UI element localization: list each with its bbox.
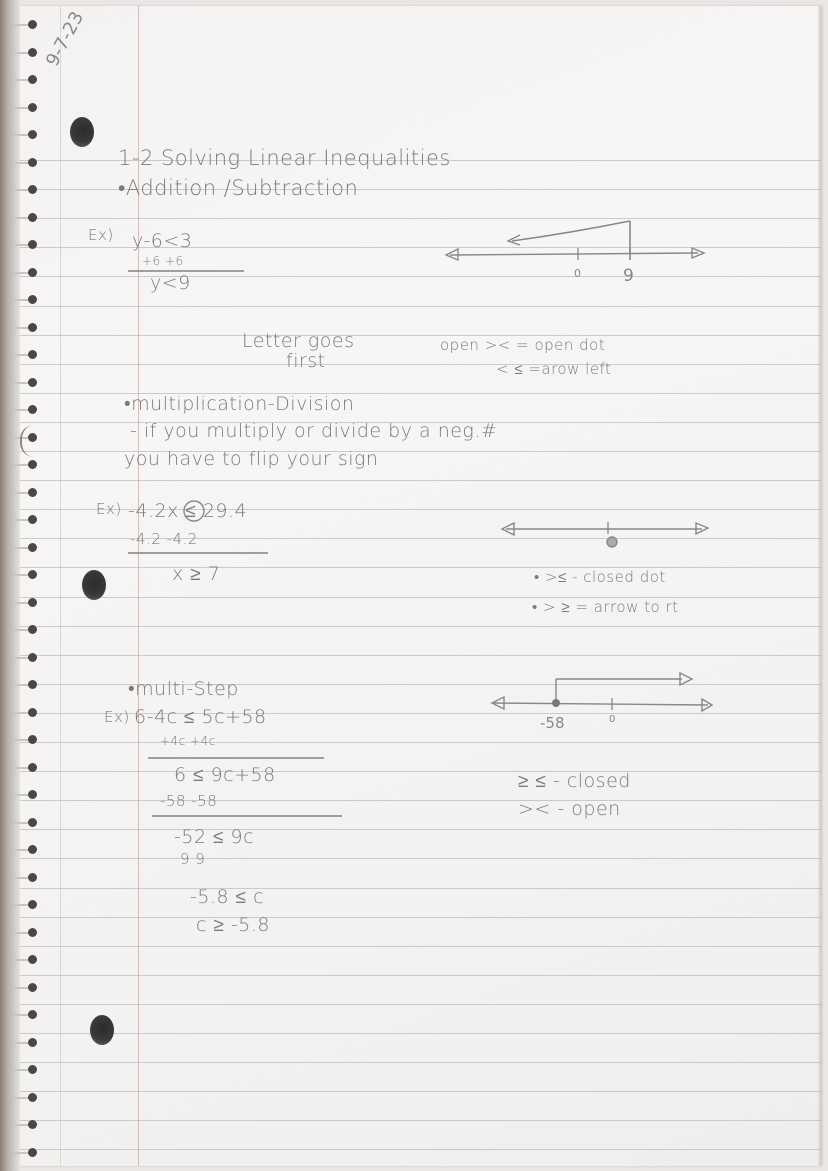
rule-line <box>18 771 822 772</box>
rule-text: you have to flip your sign <box>124 448 379 470</box>
equation-step: 6-4c ≤ 5c+58 <box>134 706 267 728</box>
note-letter-goes: Letter goes <box>242 330 355 352</box>
spiral-coil <box>14 598 36 608</box>
spiral-coil <box>14 158 36 168</box>
equation-step: -52 ≤ 9c <box>174 826 255 848</box>
spiral-coil <box>14 955 36 965</box>
spiral-coil <box>14 48 36 58</box>
example-label: Ex) <box>96 500 122 518</box>
svg-text:0: 0 <box>574 267 581 280</box>
rule-line <box>18 829 822 830</box>
spiral-coil <box>14 790 36 800</box>
spiral-coil <box>14 1065 36 1075</box>
section-heading-multiplication: •multiplication-Division <box>124 393 355 415</box>
work-divider <box>152 815 342 817</box>
example-label: Ex) <box>104 708 130 726</box>
rule-line <box>18 306 822 307</box>
equation-step: +6 +6 <box>142 254 184 268</box>
rule-line <box>18 1120 822 1121</box>
spiral-coil <box>14 350 36 360</box>
rule-line <box>18 1091 822 1092</box>
spiral-coil <box>14 1038 36 1048</box>
rule-line <box>18 1004 822 1005</box>
spiral-coil <box>14 983 36 993</box>
note-closed: ≥ ≤ - closed <box>518 770 631 792</box>
spiral-coil <box>14 543 36 553</box>
spiral-coil <box>14 103 36 113</box>
rule-line <box>18 655 822 656</box>
rule-line <box>18 1149 822 1150</box>
rule-text: - if you multiply or divide by a neg.# <box>130 420 498 442</box>
equation-step: 9 9 <box>180 850 206 868</box>
rule-line <box>18 917 822 918</box>
section-heading-addition: •Addition /Subtraction <box>118 176 359 200</box>
note-arrow-right: • > ≥ = arrow to rt <box>532 598 679 616</box>
spiral-coil <box>14 680 36 690</box>
rule-line <box>18 742 822 743</box>
rule-line <box>18 975 822 976</box>
equation-step: -58 -58 <box>160 792 218 810</box>
spiral-coil <box>14 405 36 415</box>
equation-step: -5.8 ≤ c <box>190 886 265 908</box>
spiral-binding <box>0 0 20 1171</box>
spiral-coil <box>14 75 36 85</box>
paper-edge <box>818 6 822 1166</box>
spiral-coil <box>14 928 36 938</box>
spiral-coil <box>14 295 36 305</box>
rule-line <box>18 567 822 568</box>
spiral-coil <box>14 845 36 855</box>
spiral-coil <box>14 240 36 250</box>
rule-line <box>18 335 822 336</box>
equation-result: y<9 <box>150 272 191 294</box>
rule-line <box>18 800 822 801</box>
equation-result: x ≥ 7 <box>172 563 221 585</box>
spiral-coil <box>14 900 36 910</box>
spiral-coil <box>14 818 36 828</box>
spiral-coil <box>14 1120 36 1130</box>
spiral-coil <box>14 708 36 718</box>
equation-step: y-6<3 <box>132 230 193 252</box>
number-line-example-1 <box>430 215 720 285</box>
rule-line <box>18 888 822 889</box>
spiral-coil <box>14 213 36 223</box>
spiral-coil <box>14 130 36 140</box>
equation-result: c ≥ -5.8 <box>196 914 271 936</box>
spiral-coil <box>14 1148 36 1158</box>
work-divider <box>148 757 324 759</box>
note-open-dot: open >< = open dot <box>440 336 606 354</box>
svg-text:0: 0 <box>609 714 616 725</box>
note-first: first <box>286 350 326 372</box>
rule-line <box>18 858 822 859</box>
rule-line <box>18 1062 822 1063</box>
spiral-coil <box>14 20 36 30</box>
svg-text:-58: -58 <box>540 714 565 732</box>
spiral-coil <box>14 735 36 745</box>
date: 9-7-23 <box>42 8 89 70</box>
rule-line <box>18 364 822 365</box>
spiral-coil <box>14 460 36 470</box>
spiral-coil <box>14 323 36 333</box>
page-title: 1-2 Solving Linear Inequalities <box>118 146 451 170</box>
note-closed-dot: • >≤ - closed dot <box>534 568 666 586</box>
equation-step: -4.2 -4.2 <box>130 530 198 548</box>
number-line-example-3 <box>480 668 720 738</box>
rule-line <box>18 1033 822 1034</box>
punch-hole-middle <box>82 570 106 600</box>
note-arrow-left: < ≤ =arow left <box>496 360 612 378</box>
rule-line <box>18 946 822 947</box>
spiral-coil <box>14 625 36 635</box>
spiral-coil <box>14 873 36 883</box>
punch-hole-top <box>70 117 94 147</box>
spiral-coil <box>14 488 36 498</box>
spiral-coil <box>14 763 36 773</box>
spiral-coil <box>14 1010 36 1020</box>
rule-line <box>18 597 822 598</box>
spiral-coil <box>14 268 36 278</box>
spiral-coil <box>14 185 36 195</box>
perforation-line <box>60 6 61 1166</box>
spiral-coil <box>14 653 36 663</box>
rule-line <box>18 480 822 481</box>
equation-step: +4c +4c <box>160 734 216 748</box>
example-label: Ex) <box>88 226 114 244</box>
rule-line <box>18 626 822 627</box>
spiral-coil <box>14 515 36 525</box>
work-divider <box>128 552 268 554</box>
equation-step: -4.2x ≤ 29.4 <box>128 500 248 522</box>
circled-sign-icon <box>183 500 207 524</box>
spiral-coil <box>14 570 36 580</box>
punch-hole-bottom <box>90 1015 114 1045</box>
number-line-example-2 <box>490 510 720 560</box>
spiral-coil <box>14 1093 36 1103</box>
equation-step: 6 ≤ 9c+58 <box>174 764 276 786</box>
section-heading-multi-step: •multi-Step <box>128 678 239 700</box>
note-open: >< - open <box>518 798 621 820</box>
spiral-coil <box>14 378 36 388</box>
svg-text:9: 9 <box>623 266 634 286</box>
